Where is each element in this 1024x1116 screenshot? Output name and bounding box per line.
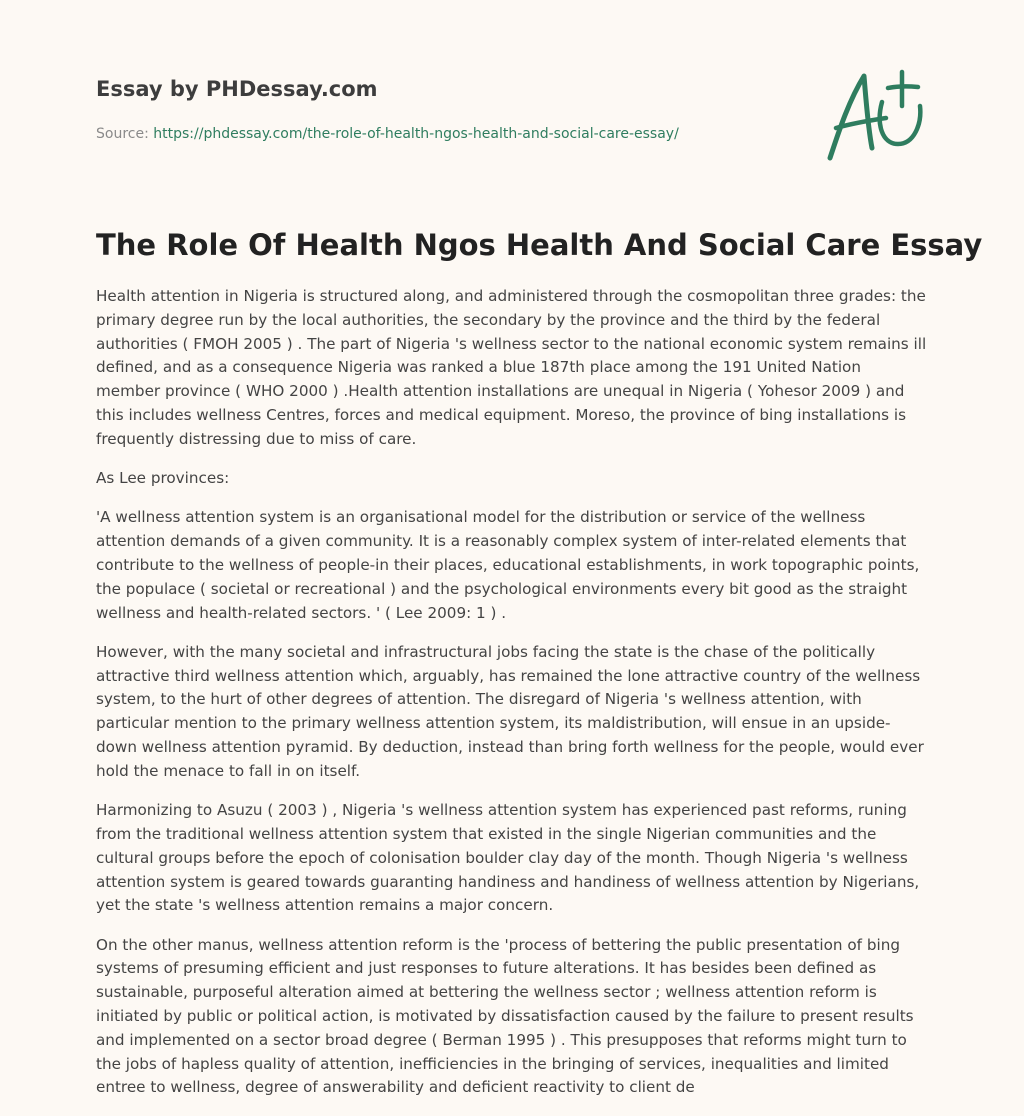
source-line <box>96 124 796 144</box>
essay-paragraph: On the other manus, wellness attention reform is the 'process of bettering the public presentation of bing systems of presuming efficient and just responses to future alterations. It has besides been defined as sustainable, purposeful alteration aimed at bettering the wellness sector ; wellness attention reform is initiated by public or political action, is motivated by dissatisfaction caused by the failure to present results and implemented on a sector broad degree ( Berman 1995 ) . This presupposes that reforms might turn to the jobs of hapless quality of attention, inefficiencies in the bringing of services, inequalities and limited entree to wellness, degree of answerability and deficient reactivity to client de <box>96 935 914 1097</box>
essay-title: The Role Of Health Ngos Health And Social Care Essay <box>96 228 983 262</box>
essay-paragraph: Harmonizing to Asuzu ( 2003 ) , Nigeria 's wellness attention system has experienced past reforms, runing from the traditional wellness attention system that existed in the single Nigerian communities and the cultural groups before the epoch of colonisation boulder clay day of the month. Though Nigeria 's wellness attention system is geared towards guaranting handiness and handiness of wellness attention by Nigerians, yet the state 's wellness attention remains a major concern. <box>96 801 920 915</box>
essay-paragraph: Health attention in Nigeria is structured along, and administered through the cosmopolitan three grades: the primary degree run by the local authorities, the secondary by the province and the third by the federal authorities ( FMOH 2005 ) . The part of Nigeria 's wellness sector to the national economic system remains ill defined, and as a consequence Nigeria was ranked a blue 187th place among the 191 United Nation member province ( WHO 2000 ) .Health attention installations are unequal in Nigeria ( Yohesor 2009 ) and this includes wellness Centres, forces and medical equipment. Moreso, the province of bing installations is frequently distressing due to miss of care. <box>96 287 927 448</box>
source-link[interactable]: https://phdessay.com/the-role-of-health-ngos-health-and-social-care-essay/ <box>153 126 679 142</box>
essay-paragraph: As Lee provinces: <box>96 469 230 488</box>
page-header <box>96 74 796 144</box>
essay-paragraph: However, with the many societal and infrastructural jobs facing the state is the chase of the politically attractive third wellness attention which, arguably, has remained the lone attractive country of the wellness system, to the hurt of other degrees of attention. The disregard of Nigeria 's wellness attention, with particular mention to the primary wellness attention system, its maldistribution, will ensue in an upside-down wellness attention pyramid. By deduction, instead than bring forth wellness for the people, would ever hold the menace to fall in on itself. <box>96 642 924 780</box>
essay-quote: 'A wellness attention system is an organisational model for the distribution or service of the wellness attention demands of a given community. It is a reasonably complex system of inter-related elements that contribute to the wellness of people-in their places, educational establishments, in work topographic points, the populace ( societal or recreational ) and the psychological environments every bit good as the straight wellness and health-related sectors. ' ( Lee 2009: 1 ) . <box>96 508 920 622</box>
site-title: Essay by PHDessay.com <box>96 77 378 101</box>
essay-body <box>96 285 928 1116</box>
a-plus-logo-icon <box>822 66 932 166</box>
source-label: Source: <box>96 126 149 142</box>
